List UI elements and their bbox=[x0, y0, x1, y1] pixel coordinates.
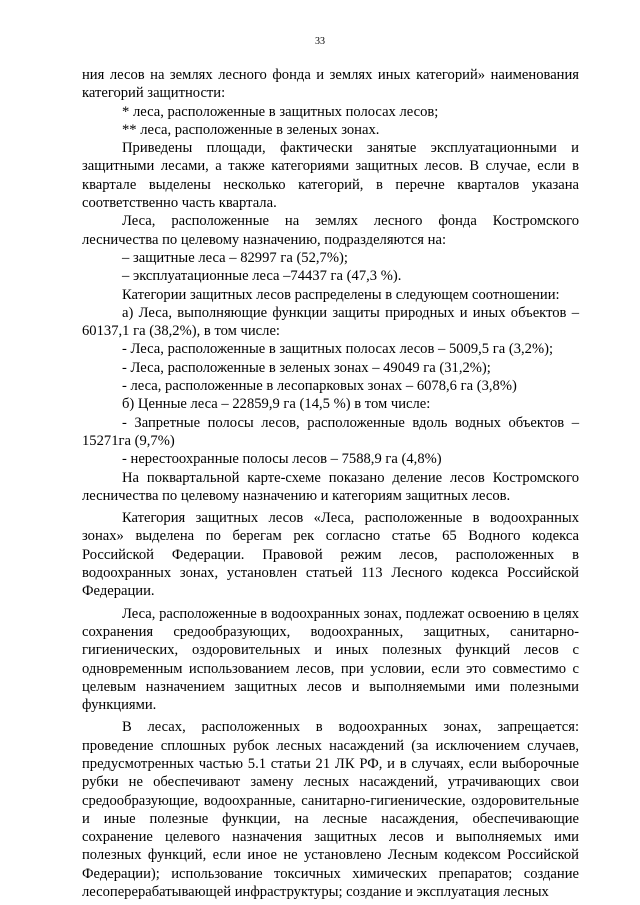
paragraph-continuation: ния лесов на землях лесного фонда и землях иных категорий» наименования категорий защитности: bbox=[82, 67, 579, 102]
list-item-spawning-strips: - нерестоохранные полосы лесов – 7588,9 га (4,8%) bbox=[122, 451, 442, 468]
paragraph-forest-purpose: Леса, расположенные на землях лесного фонда Костромского лесничества по целевому назначению, подразделяются на: bbox=[82, 213, 579, 248]
paragraph-categories-intro: Категории защитных лесов распределены в следующем соотношении: bbox=[122, 286, 560, 303]
list-item-protective: – защитные леса – 82997 га (52,7%); bbox=[122, 249, 348, 266]
footnote-single-asterisk: * леса, расположенные в защитных полосах лесов; bbox=[122, 103, 439, 120]
footnote-double-asterisk: ** леса, расположенные в зеленых зонах. bbox=[122, 121, 380, 138]
paragraph-areas-note: Приведены площади, фактически занятые эксплуатационными и защитными лесами, а также категориями защитных лесов. В случае, если в квартале выделены несколько категорий, в перечне кварталов указана соответственно часть квартала. bbox=[82, 140, 579, 212]
paragraph-water-zones-prohibitions: В лесах, расположенных в водоохранных зонах, запрещается: проведение сплошных рубок лесных насаждений (за исключением случаев, предусмотренных частью 5.1 статьи 21 ЛК РФ, и в случаях, если выборочные рубки не обеспечивают замену лесных насаждений, утрачивающих свои средообразующие, водоохранные, санитарно-гигиенические, оздоровительные и иные полезные функции, на лесные насаждения, обеспечивающие сохранение целевого назначения защитных лесов и выполняемых ими полезных функций, если иное не установлено Лесным кодексом Российской Федерации); использование токсичных химических препаратов; создание лесоперерабатывающей инфраструктуры; создание и эксплуатация лесных bbox=[82, 719, 579, 901]
page-number: 33 bbox=[315, 36, 325, 47]
document-body bbox=[82, 66, 579, 901]
paragraph-water-zones-category: Категория защитных лесов «Леса, расположенные в водоохранных зонах» выделена по берегам рек согласно статье 65 Водного кодекса Российской Федерации. Правовой режим лесов, расположенных в водоохранных зонах, установлен статьей 113 Лесного кодекса Российской Федерации. bbox=[82, 510, 579, 600]
list-item-valuable-forests: б) Ценные леса – 22859,9 га (14,5 %) в том числе: bbox=[122, 396, 431, 413]
list-item-park-zones: - леса, расположенные в лесопарковых зонах – 6078,6 га (3,8%) bbox=[122, 378, 517, 395]
list-item-protective-strips: - Леса, расположенные в защитных полосах лесов – 5009,5 га (3,2%); bbox=[122, 341, 554, 358]
list-item-exploitation: – эксплуатационные леса –74437 га (47,3 %). bbox=[122, 268, 402, 285]
paragraph-water-zones-use: Леса, расположенные в водоохранных зонах, подлежат освоению в целях сохранения средообразующих, водоохранных, защитных, санитарно-гигиенических, оздоровительных и иных полезных функций лесов с одновременным использованием лесов, при условии, если это совместимо с целевым назначением защитных лесов и выполняемыми ими полезными функциями. bbox=[82, 605, 579, 714]
list-item-green-zones: - Леса, расположенные в зеленых зонах – 49049 га (31,2%); bbox=[122, 359, 491, 376]
list-item-restricted-strips: - Запретные полосы лесов, расположенные вдоль водных объектов – 15271га (9,7%) bbox=[82, 414, 579, 449]
paragraph-map-note: На поквартальной карте-схеме показано деление лесов Костромского лесничества по целевому назначению и категориям защитных лесов. bbox=[82, 469, 579, 504]
list-item-protection-functions: а) Леса, выполняющие функции защиты природных и иных объектов –60137,1 га (38,2%), в том числе: bbox=[82, 304, 579, 340]
